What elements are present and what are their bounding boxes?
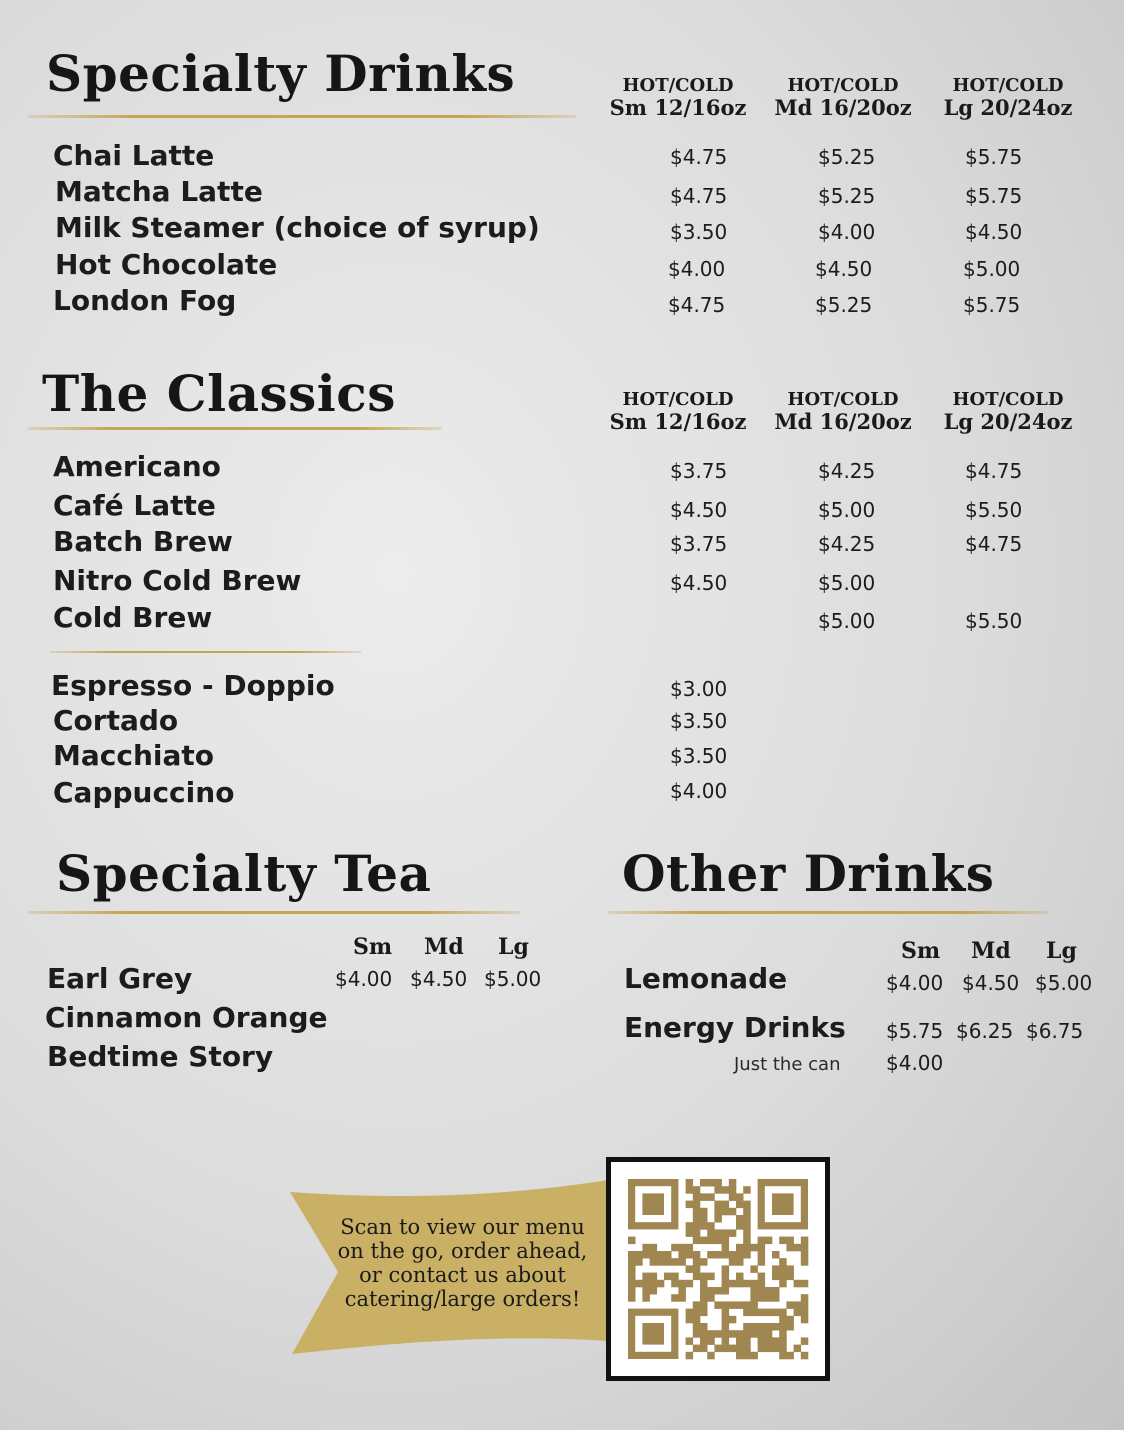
price-lg: $5.50 xyxy=(965,609,1023,633)
size-label-lg: Lg 20/24oz xyxy=(943,94,1073,120)
hot-cold-label: HOT/COLD xyxy=(952,389,1064,410)
price-md: $4.25 xyxy=(818,459,876,483)
price-md: $4.50 xyxy=(815,257,873,281)
price-sm: $4.75 xyxy=(668,293,726,317)
qr-code[interactable] xyxy=(606,1157,830,1381)
price-md: $5.25 xyxy=(818,184,876,208)
espresso-price: $3.00 xyxy=(670,677,728,701)
size-header-lg xyxy=(923,76,1093,119)
menu-item-name: London Fog xyxy=(53,284,237,317)
banner-line: catering/large orders! xyxy=(344,1287,581,1311)
price-lg: $5.00 xyxy=(963,257,1021,281)
price-md: $5.00 xyxy=(818,571,876,595)
espresso-item-name: Espresso - Doppio xyxy=(51,669,335,702)
tea-price-md: $4.50 xyxy=(410,967,468,991)
other-price-lg: $6.75 xyxy=(1026,1019,1084,1043)
menu-item-name: Milk Steamer (choice of syrup) xyxy=(55,211,540,244)
espresso-item-name: Cappuccino xyxy=(53,776,235,809)
price-sm: $4.50 xyxy=(670,571,728,595)
specialty-drinks-divider xyxy=(28,115,576,118)
banner-line: Scan to view our menu xyxy=(340,1215,585,1239)
other-head-lg: Lg xyxy=(1046,938,1077,964)
tea-item-name: Cinnamon Orange xyxy=(45,1001,328,1034)
classics-title: The Classics xyxy=(42,364,396,423)
menu-item-name: Matcha Latte xyxy=(55,175,263,208)
price-md: $5.25 xyxy=(818,145,876,169)
price-sm: $4.75 xyxy=(670,145,728,169)
price-lg: $5.75 xyxy=(965,145,1023,169)
banner-line: on the go, order ahead, xyxy=(337,1239,588,1263)
other-price-sm: $5.75 xyxy=(886,1019,944,1043)
tea-head-sm: Sm xyxy=(353,934,393,960)
price-lg: $5.75 xyxy=(965,184,1023,208)
hot-cold-label: HOT/COLD xyxy=(787,75,899,96)
size-header-sm xyxy=(593,76,763,119)
can-price: $4.00 xyxy=(886,1051,944,1075)
espresso-item-name: Cortado xyxy=(53,704,179,737)
tea-head-md: Md xyxy=(424,934,464,960)
menu-item-name: Batch Brew xyxy=(53,525,233,558)
price-sm: $3.75 xyxy=(670,459,728,483)
other-drinks-divider xyxy=(608,911,1048,914)
menu-item-name: Chai Latte xyxy=(53,139,215,172)
hot-cold-label: HOT/COLD xyxy=(787,389,899,410)
qr-banner-text xyxy=(320,1215,605,1311)
tea-price-lg: $5.00 xyxy=(484,967,542,991)
espresso-divider xyxy=(50,651,361,653)
price-sm: $3.50 xyxy=(670,220,728,244)
size-header-md xyxy=(758,76,928,119)
size-label-lg: Lg 20/24oz xyxy=(943,408,1073,434)
menu-item-name: Nitro Cold Brew xyxy=(53,564,302,597)
tea-item-name: Earl Grey xyxy=(47,962,193,995)
qr-code-area xyxy=(611,1162,825,1376)
other-price-md: $6.25 xyxy=(956,1019,1014,1043)
price-sm: $4.75 xyxy=(670,184,728,208)
price-md: $5.00 xyxy=(818,498,876,522)
espresso-price: $3.50 xyxy=(670,709,728,733)
size-label-md: Md 16/20oz xyxy=(774,408,912,434)
size-label-sm: Sm 12/16oz xyxy=(609,408,747,434)
size-label-sm: Sm 12/16oz xyxy=(609,94,747,120)
other-price-sm: $4.00 xyxy=(886,971,944,995)
hot-cold-label: HOT/COLD xyxy=(622,75,734,96)
other-item-name: Energy Drinks xyxy=(624,1011,846,1044)
can-note: Just the can xyxy=(734,1054,841,1075)
price-md: $5.25 xyxy=(815,293,873,317)
price-md: $4.00 xyxy=(818,220,876,244)
other-drinks-title: Other Drinks xyxy=(622,844,995,903)
price-lg: $4.75 xyxy=(965,459,1023,483)
hot-cold-label: HOT/COLD xyxy=(622,389,734,410)
price-sm: $3.75 xyxy=(670,532,728,556)
banner-line: or contact us about xyxy=(359,1263,566,1287)
tea-price-sm: $4.00 xyxy=(335,967,393,991)
espresso-item-name: Macchiato xyxy=(53,739,214,772)
price-lg: $5.75 xyxy=(963,293,1021,317)
classics-divider xyxy=(28,427,442,430)
price-sm: $4.50 xyxy=(670,498,728,522)
specialty-drinks-title: Specialty Drinks xyxy=(46,44,516,103)
other-item-name: Lemonade xyxy=(624,962,788,995)
price-lg: $4.50 xyxy=(965,220,1023,244)
price-lg: $5.50 xyxy=(965,498,1023,522)
other-price-lg: $5.00 xyxy=(1035,971,1093,995)
other-head-md: Md xyxy=(971,938,1011,964)
qr-code-pattern xyxy=(611,1162,825,1376)
price-md: $4.25 xyxy=(818,532,876,556)
price-lg: $4.75 xyxy=(965,532,1023,556)
menu-item-name: Café Latte xyxy=(53,489,216,522)
tea-head-lg: Lg xyxy=(498,934,529,960)
price-sm: $4.00 xyxy=(668,257,726,281)
hot-cold-label: HOT/COLD xyxy=(952,75,1064,96)
menu-item-name: Americano xyxy=(53,450,221,483)
size-header-md xyxy=(758,390,928,433)
menu-item-name: Cold Brew xyxy=(53,601,213,634)
specialty-tea-title: Specialty Tea xyxy=(56,844,432,903)
price-md: $5.00 xyxy=(818,609,876,633)
size-header-sm xyxy=(593,390,763,433)
specialty-tea-divider xyxy=(28,911,520,914)
size-header-lg xyxy=(923,390,1093,433)
espresso-price: $3.50 xyxy=(670,744,728,768)
other-head-sm: Sm xyxy=(901,938,941,964)
menu-item-name: Hot Chocolate xyxy=(55,248,278,281)
tea-item-name: Bedtime Story xyxy=(47,1040,274,1073)
espresso-price: $4.00 xyxy=(670,779,728,803)
other-price-md: $4.50 xyxy=(962,971,1020,995)
size-label-md: Md 16/20oz xyxy=(774,94,912,120)
